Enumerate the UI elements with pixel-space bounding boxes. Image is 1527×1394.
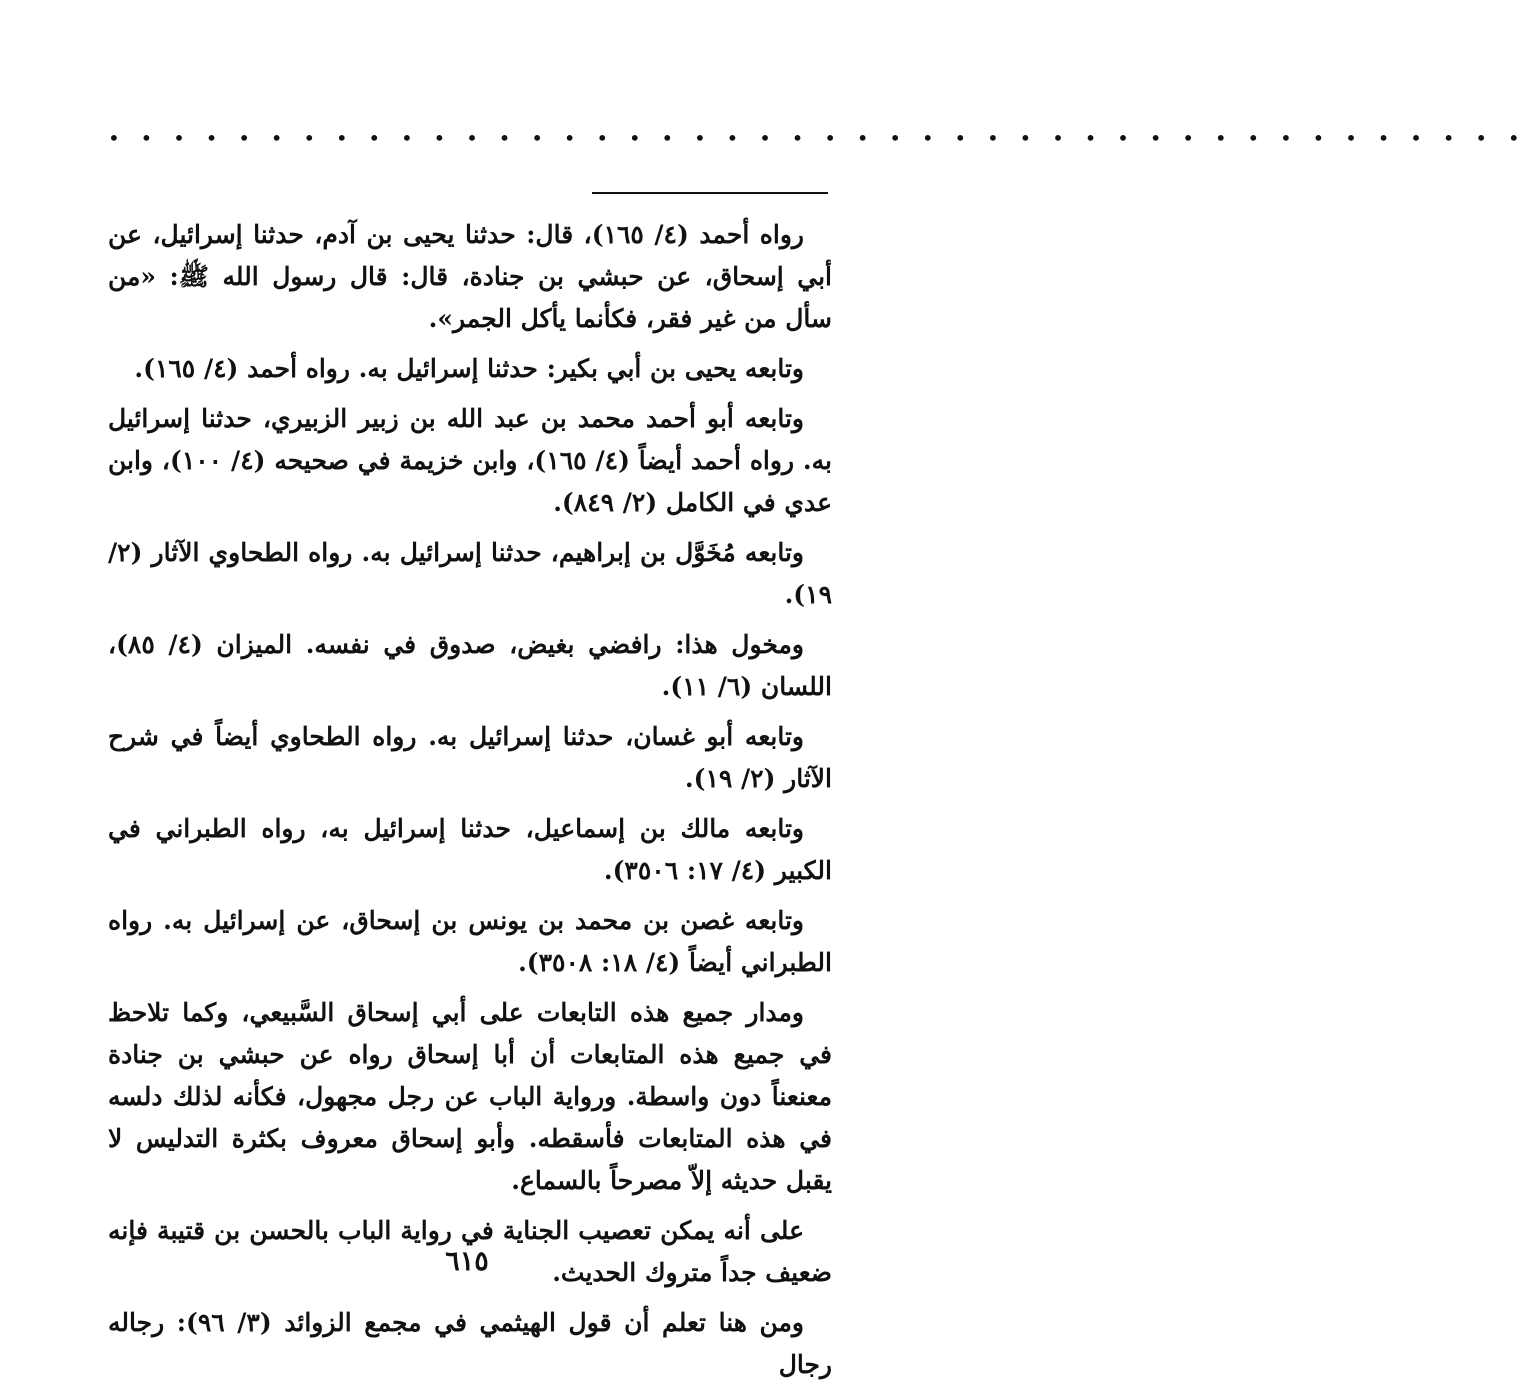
footnote-body [108, 214, 832, 1394]
dotted-separator: • • • • • • • • • • • • • • • • • • • • • • • • • • • • • • • • • • • • • • • • • • • • [108, 126, 1527, 150]
paragraph-7: وتابعه مالك بن إسماعيل، حدثنا إسرائيل به، رواه الطبراني في الكبير (٤/ ١٧: ٣٥٠٦). [108, 814, 832, 885]
paragraph-8: وتابعه غصن بن محمد بن يونس بن إسحاق، عن إسرائيل به. رواه الطبراني أيضاً (٤/ ١٨: ٣٥٠٨). [108, 906, 832, 977]
paragraph-5: ومخول هذا: رافضي بغيض، صدوق في نفسه. الميزان (٤/ ٨٥)، اللسان (٦/ ١١). [108, 630, 832, 701]
paragraph-4: وتابعه مُخَوَّل بن إبراهيم، حدثنا إسرائيل به. رواه الطحاوي الآثار (٢/ ١٩). [108, 538, 832, 609]
footnote-rule [592, 192, 828, 194]
paragraph-1: رواه أحمد (٤/ ١٦٥)، قال: حدثنا يحيى بن آدم، حدثنا إسرائيل، عن أبي إسحاق، عن حبشي بن جنادة، قال: قال رسول الله ﷺ: «من سأل من غير فقر، فكأنما يأكل الجمر». [108, 220, 832, 333]
paragraph-2: وتابعه يحيى بن أبي بكير: حدثنا إسرائيل به. رواه أحمد (٤/ ١٦٥). [134, 354, 804, 383]
paragraph-10: على أنه يمكن تعصيب الجناية في رواية الباب بالحسن بن قتيبة فإنه ضعيف جداً متروك الحديث. [108, 1216, 832, 1287]
paragraph-11: ومن هنا تعلم أن قول الهيثمي في مجمع الزوائد (٣/ ٩٦): رجاله رجال [108, 1308, 832, 1379]
paragraph-3: وتابعه أبو أحمد محمد بن عبد الله بن زبير الزبيري، حدثنا إسرائيل به. رواه أحمد أيضاً (٤/ ١٦٥)، وابن خزيمة في صحيحه (٤/ ١٠٠)، وابن عدي في الكامل (٢/ ٨٤٩). [108, 404, 833, 517]
paragraph-9: ومدار جميع هذه التابعات على أبي إسحاق السَّبيعي، وكما تلاحظ في جميع هذه المتابعات أن أبا إسحاق رواه عن حبشي بن جنادة معنعناً دون واسطة. ورواية الباب عن رجل مجهول، فكأنه لذلك دلسه في هذه المتابعات فأسقطه. وأبو إسحاق معروف بكثرة التدليس لا يقبل حديثه إلاّ مصرحاً بالسماع. [108, 998, 832, 1195]
page-number: ٦١٥ [445, 1246, 489, 1277]
paragraph-6: وتابعه أبو غسان، حدثنا إسرائيل به. رواه الطحاوي أيضاً في شرح الآثار (٢/ ١٩). [108, 722, 832, 793]
